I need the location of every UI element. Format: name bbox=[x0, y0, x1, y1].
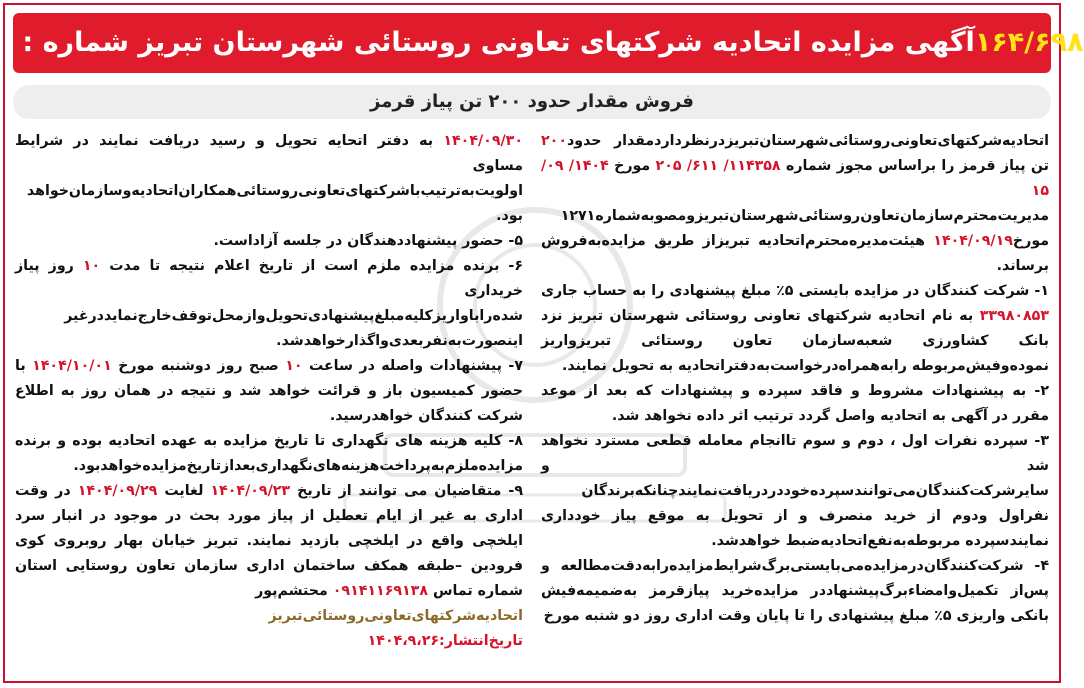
condition-item-4-continued: ۱۴۰۴/۰۹/۳۰ به دفتر اتحایه تحویل و رسید دریافت نمایند در شرایط مساوی اولویت‌به‌ترتیب‌باشرکتهای‌تعاونی‌روستائی‌همکاران‌اتحادیه‌وسازمان‌خواهد بود. bbox=[15, 133, 523, 224]
condition-item-1: ۱- شرکت کنندگان در مزایده بایستی ۵٪ مبلغ پیشنهادی را به حساب جاری ۳۳۹۸۰۸۵۳ به نام اتحادیه شرکتهای تعاونی روستائی شهرستان تبریز نزد بانک کشاورزی شعبه‌سازمان تعاون روستائی تبریزواریز نموده‌وفیش‌مربوطه رابه‌همراه‌در‌خواست‌به‌دفتراتحادیه‌ به‌ تحویل ‌نمایند. bbox=[541, 283, 1049, 374]
publish-date-line bbox=[15, 629, 523, 654]
deadline-date: ۱۴۰۴/۰۹/۳۰ bbox=[443, 133, 523, 149]
permit-date: ۱۴۰۴/ ۰۹/ ۱۵ bbox=[541, 158, 1049, 199]
advertisement bbox=[3, 3, 1084, 683]
board-date: ۱۴۰۴/۰۹/۱۹ bbox=[933, 233, 1013, 249]
condition-item-6: ۶- برنده مزایده ملزم است از تاریخ اعلام نتیجه تا مدت ۱۰ روز پیاز خریداری شده‌راباواریز‌کلیه‌مبلغ‌پیشنهادی‌تحویل‌واز‌محل‌توقف‌خارج‌نماید‌در‌غیر اینصورت‌به‌نفر‌بعدی‌واگذار‌خواهد‌شد. bbox=[15, 258, 523, 349]
subtitle-bar bbox=[13, 85, 1051, 119]
publish-label: تاریخ‌انتشار: bbox=[439, 633, 523, 649]
condition-item-3: ۳- سپرده نفرات اول ، دوم و سوم تاانجام معامله قطعی مسترد نخواهد شد و سایرشرکت‌کنندگان‌می‌توانندسپرده‌خوددردریافت‌نمایند‌چنانکه‌برندگان نفراول ودوم از خرید منصرف و از تحویل به موقع پیاز خودداری نمایندسپرده مربوطه‌به‌نفع‌اتحادیه‌ضبط‌ خواهدشد. bbox=[541, 433, 1049, 549]
left-column bbox=[15, 129, 523, 677]
publish-date: ۱۴۰۴،۹،۲۶ bbox=[367, 633, 440, 649]
condition-item-9: ۹- متقاضیان می توانند از تاریخ ۱۴۰۴/۰۹/۲۳ لغایت ۱۴۰۴/۰۹/۲۹ در وقت اداری به غیر از ایام تعطیل از پیاز مورد بحث در موجود در انبار سرد ایلخچی واقع در ایلخچی بازدید نمایند. تبریز خیابان بهار روبروی کوی فرودین –طبقه همکف ساختمان اداری سازمان تعاون روستایی استان شماره تماس ۰۹۱۴۱۱۶۹۱۳۸ محتشم‌پور bbox=[15, 483, 523, 599]
visit-from-date: ۱۴۰۴/۰۹/۲۳ bbox=[210, 483, 291, 499]
subtitle-text: فروش مقدار حدود ۲۰۰ تن پیاز قرمز bbox=[370, 91, 694, 112]
opening-date: ۱۴۰۴/۱۰/۰۱ bbox=[32, 358, 112, 374]
condition-item-4: ۴- شرکت‌کنندگان‌در‌مزایده‌می‌بایستی‌برگ‌شرایط‌مزایده‌رابه‌دقت‌مطالعه و پس‌از تکمیل‌وامضاءبرگ‌پیشنهاددر مزایده‌خرید پیازقرمز به‌ضمیمه‌فیش بانکی واریزی ۵٪ مبلغ پیشنهادی را تا پایان وقت اداری روز دو شنبه مورخ bbox=[541, 558, 1049, 624]
signature: اتحادیه‌شرکتهای‌تعاونی‌روستائی‌تبریز bbox=[268, 608, 523, 624]
condition-item-2: ۲- به پیشنهادات مشروط و فاقد سپرده و پیشنهادات که بعد از موعد مقرر در آگهی به اتحادیه واصل گردد ترتیب اثر داده نخواهد شد. bbox=[541, 383, 1049, 424]
header-title: آگهی مزایده اتحادیه شرکتهای تعاونی روستائی شهرستان تبریز شماره : bbox=[13, 27, 975, 58]
intro-paragraph: اتحادیه‌شرکتهای‌تعاونی‌روستائی‌شهرستان‌تبریزدرنظرداردمقدار حدود۲۰۰ تن پیاز قرمز را براساس مجوز شماره ۱۱۴۳۵۸/ ۶۱۱/ ۲۰۵ مورخ ۱۴۰۴/ ۰۹/ ۱۵ مدیریت‌محترم‌سازمان‌تعاون‌روستائی‌شهرستان‌تبریزومصوبه‌شماره۱۲۷۱ مورخ۱۴۰۴/۰۹/۱۹ هیئت‌مدیره‌محترم‌اتحادیه تبریزاز طریق مزایده‌به‌فروش برساند. bbox=[541, 133, 1049, 274]
right-column bbox=[541, 129, 1049, 677]
quantity-value: ۲۰۰ bbox=[541, 133, 567, 149]
visit-to-date: ۱۴۰۴/۰۹/۲۹ bbox=[77, 483, 158, 499]
header-banner bbox=[13, 13, 1084, 73]
condition-item-5: ۵- حضور پیشنهاددهندگان در جلسه آزاداست. bbox=[213, 233, 523, 249]
condition-item-7: ۷- پیشنهادات واصله در ساعت ۱۰ صبح روز دوشنبه مورخ ۱۴۰۴/۱۰/۰۱ با حضور کمیسیون باز و قرائت خواهد شد و نتیجه در همان روز به اطلاع شرکت کنندگان خواهدرسید. bbox=[15, 358, 523, 424]
announcement-number: ۱۶۴/۶۹۸ bbox=[974, 27, 1084, 58]
condition-item-8: ۸- کلیه هزینه های نگهداری تا تاریخ مزایده به عهده اتحادیه بوده و برنده مزایده‌ملزم‌به‌پرداخت‌هزینه‌های‌نگهداری‌بعداز‌تاریخ‌مزایده‌خواهدبود. bbox=[15, 433, 523, 474]
pickup-days: ۱۰ bbox=[82, 258, 101, 274]
account-number: ۳۳۹۸۰۸۵۳ bbox=[979, 308, 1049, 324]
opening-hour: ۱۰ bbox=[285, 358, 303, 374]
permit-number: ۱۱۴۳۵۸/ ۶۱۱/ ۲۰۵ bbox=[655, 158, 781, 174]
contact-phone: ۰۹۱۴۱۱۶۹۱۳۸ bbox=[332, 583, 429, 599]
